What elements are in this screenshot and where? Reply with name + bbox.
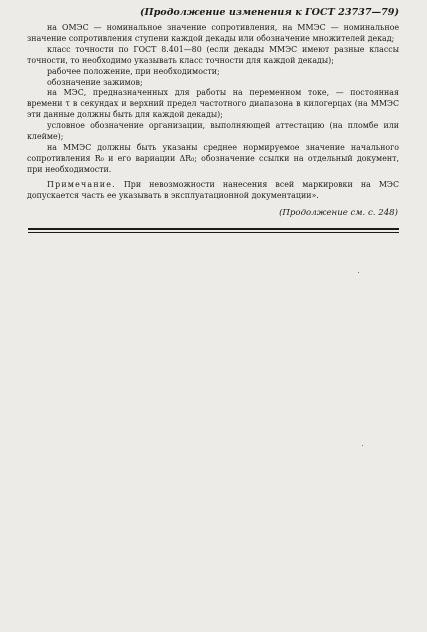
paragraph-accuracy-class: класс точности по ГОСТ 8.401—80 (если декады ММЭС имеют разные классы точности, то необходимо указывать класс точности для каждой декады); (27, 44, 399, 65)
paragraph-working-position: рабочее положение, при необходимости; (47, 66, 220, 76)
paragraph-terminal-designation: обозначение зажимов; (47, 77, 143, 87)
body-text (27, 23, 399, 202)
scan-speck (362, 445, 363, 446)
thin-divider (28, 232, 399, 233)
thick-divider (28, 228, 399, 230)
continuation-header: (Продолжение изменения к ГОСТ 23737—79) (140, 7, 399, 18)
continued-note: (Продолжение см. с. 248) (279, 208, 398, 218)
paragraph-nominal-value: на ОМЭС — номинальное значение сопротивления, на ММЭС — номинальное значение сопротивления ступени каждой декады или обозначение множителей декад; (27, 23, 399, 43)
paragraph-initial-resistance: на ММЭС должны быть указаны среднее нормируемое значение начального сопротивления R₀ и его вариации ΔR₀; обозначение ссылки на отдельный документ, при необходимости. (27, 142, 399, 174)
note-paragraph (27, 180, 399, 202)
note-label: Примечание. (47, 179, 116, 189)
note-text: При невозможности нанесения всей маркировки на МЭС допускается часть ее указывать в эксплуатационной документации». (27, 179, 399, 200)
paragraph-organization-symbol: условное обозначение организации, выполняющей аттестацию (на пломбе или клейме); (27, 121, 399, 142)
scan-speck (358, 272, 359, 273)
paragraph-ac-time-constant: на МЭС, предназначенных для работы на переменном токе, — постоянная времени τ в секундах и верхний предел частотного диапазона в килогерцах (на ММЭС эти данные должны быть для каждой декады); (27, 88, 399, 120)
